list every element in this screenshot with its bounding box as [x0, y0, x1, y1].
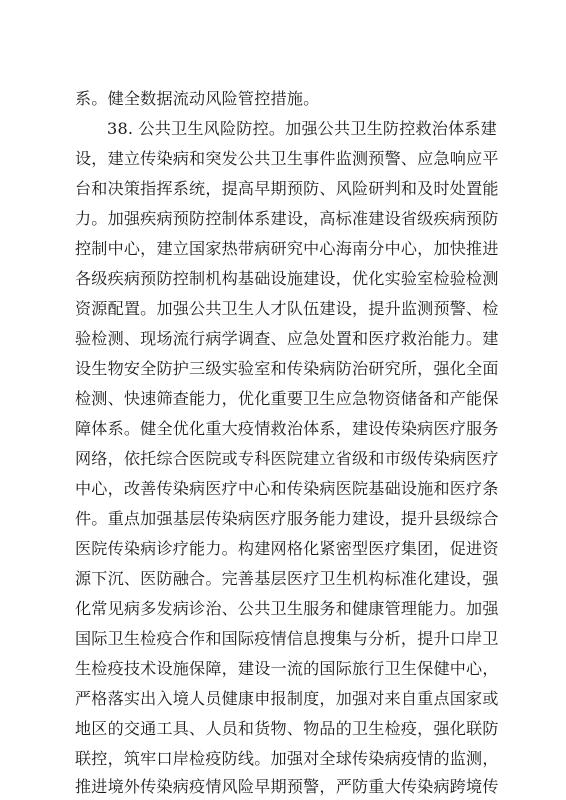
- text-line-16: 医院传染病诊疗能力。构建网格化紧密型医疗集团，促进资: [75, 539, 499, 558]
- text-line-13: 网络，依托综合医院或专科医院建立省级和市级传染病医疗: [75, 449, 499, 468]
- text-line-10: 设生物安全防护三级实验室和传染病防治研究所，强化全面: [75, 359, 499, 378]
- text-line-12: 障体系。健全优化重大疫情救治体系，建设传染病医疗服务: [75, 419, 499, 438]
- text-line-7: 各级疾病预防控制机构基础设施建设，优化实验室检验检测: [75, 269, 499, 288]
- text-line-6: 控制中心，建立国家热带病研究中心海南分中心，加快推进: [75, 239, 499, 258]
- text-line-17: 源下沉、医防融合。完善基层医疗卫生机构标准化建设，强: [75, 569, 499, 588]
- text-line-14: 中心，改善传染病医疗中心和传染病医院基础设施和医疗条: [75, 479, 499, 498]
- text-line-19: 国际卫生检疫合作和国际疫情信息搜集与分析，提升口岸卫: [75, 629, 499, 648]
- text-line-3: 设，建立传染病和突发公共卫生事件监测预警、应急响应平: [75, 149, 499, 168]
- text-line-9: 验检测、现场流行病学调查、应急处置和医疗救治能力。建: [75, 329, 499, 348]
- text-line-20: 生检疫技术设施保障，建设一流的国际旅行卫生保健中心，: [75, 659, 499, 678]
- text-line-15: 件。重点加强基层传染病医疗服务能力建设，提升县级综合: [75, 509, 499, 528]
- text-line-4: 台和决策指挥系统，提高早期预防、风险研判和及时处置能: [75, 179, 499, 198]
- text-line-24: 推进境外传染病疫情风险早期预警，严防重大传染病跨境传: [75, 777, 499, 796]
- text-line-2: 38. 公共卫生风险防控。加强公共卫生防控救治体系建: [107, 119, 497, 138]
- text-line-18: 化常见病多发病诊治、公共卫生服务和健康管理能力。加强: [75, 599, 499, 618]
- text-line-1: 系。健全数据流动风险管控措施。: [75, 89, 320, 108]
- text-line-23: 联控，筑牢口岸检疫防线。加强对全球传染病疫情的监测，: [75, 749, 499, 768]
- text-line-22: 地区的交通工具、人员和货物、物品的卫生检疫，强化联防: [75, 719, 499, 738]
- text-line-11: 检测、快速筛查能力，优化重要卫生应急物资储备和产能保: [75, 389, 499, 408]
- text-line-8: 资源配置。加强公共卫生人才队伍建设，提升监测预警、检: [75, 299, 499, 318]
- text-line-21: 严格落实出入境人员健康申报制度，加强对来自重点国家或: [75, 689, 499, 708]
- text-line-5: 力。加强疾病预防控制体系建设，高标准建设省级疾病预防: [75, 209, 499, 228]
